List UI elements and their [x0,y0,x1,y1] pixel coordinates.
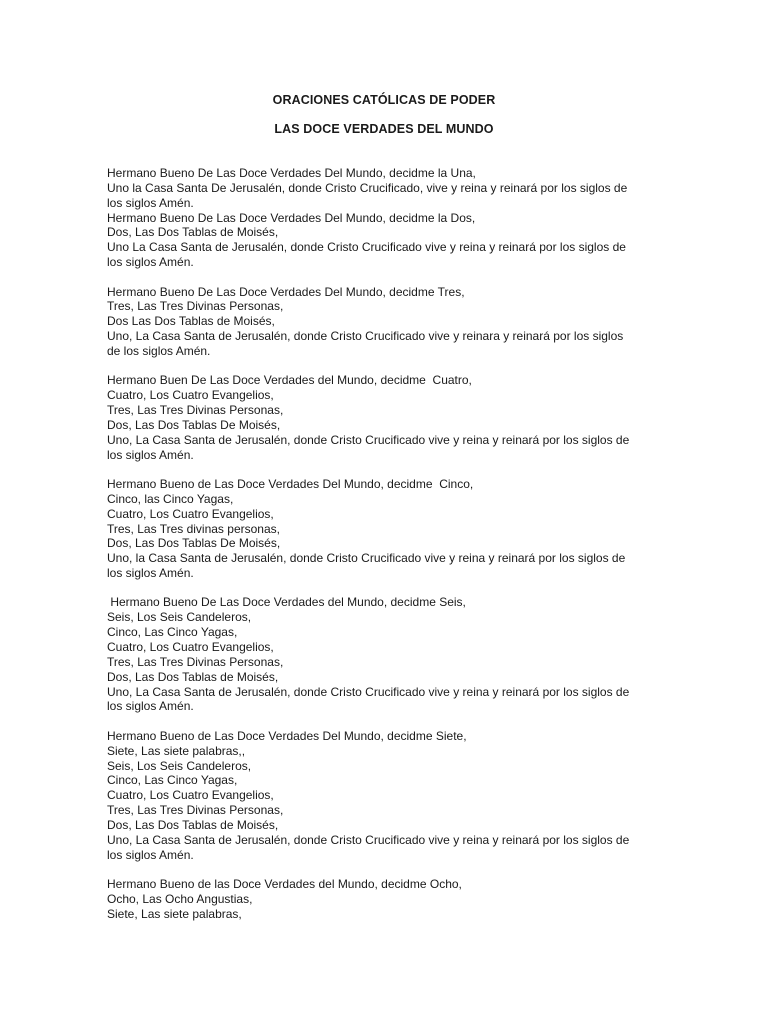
stanza [107,595,667,714]
text-line: Dos, Las Dos Tablas de Moisés, [107,225,279,240]
text-line: Hermano Bueno De Las Doce Verdades del Mundo, decidme Seis, [107,595,466,610]
text-line: Cuatro, Los Cuatro Evangelios, [107,640,274,654]
stanza [107,166,667,270]
text-line: Ocho, Las Ocho Angustias, [107,891,253,906]
text-line: Dos, Las Dos Tablas de Moisés, [107,669,279,684]
text-line: Uno, la Casa Santa de Jerusalén, donde Cristo Crucificado vive y reina y reinará por los siglos de [107,551,626,566]
text-line: los siglos Amén. [107,195,194,210]
text-line: los siglos Amén. [107,566,194,581]
text-line: Hermano Bueno De Las Doce Verdades Del Mundo, decidme Tres, [107,284,465,299]
document-title: ORACIONES CATÓLICAS DE PODER [272,93,496,107]
text-line: Dos, Las Dos Tablas De Moisés, [107,536,281,551]
stanza [107,729,667,863]
text-line: Uno, La Casa Santa de Jerusalén, donde Cristo Crucificado vive y reina y reinará por los siglos de [107,832,630,847]
text-line: Cuatro, Los Cuatro Evangelios, [107,388,274,403]
text-line: Hermano Bueno de las Doce Verdades del Mundo, decidme Ocho, [107,877,462,891]
stanza [107,877,667,922]
text-line: Seis, Los Seis Candeleros, [107,758,252,773]
document-body [107,166,667,936]
text-line: Tres, Las Tres Divinas Personas, [107,403,284,417]
document-subtitle: LAS DOCE VERDADES DEL MUNDO [274,122,494,136]
text-line: Cuatro, Los Cuatro Evangelios, [107,506,274,521]
text-line: Cinco, Las Cinco Yagas, [107,625,238,640]
text-line: Tres, Las Tres Divinas Personas, [107,803,284,818]
text-line: los siglos Amén. [107,847,194,862]
text-line: Hermano Buen De Las Doce Verdades del Mundo, decidme Cuatro, [107,373,472,388]
text-line: Siete, Las siete palabras, [107,906,242,921]
text-line: Uno, La Casa Santa de Jerusalén, donde Cristo Crucificado vive y reina y reinará por los siglos de [107,684,630,699]
stanza [107,373,667,462]
text-line: los siglos Amén. [107,255,194,270]
text-line: Uno La Casa Santa de Jerusalén, donde Cristo Crucificado vive y reina y reinará por los siglos de [107,240,626,255]
stanza [107,477,667,581]
text-line: Hermano Bueno de Las Doce Verdades Del Mundo, decidme Siete, [107,728,467,743]
text-line: Hermano Bueno de Las Doce Verdades Del Mundo, decidme Cinco, [107,476,474,491]
text-line: Siete, Las siete palabras,, [107,743,246,758]
text-line: de los siglos Amén. [107,343,211,358]
text-line: Cuatro, Los Cuatro Evangelios, [107,788,274,803]
text-line: Uno, La Casa Santa de Jerusalén, donde Cristo Crucificado vive y reinara y reinará por los siglos [107,329,624,344]
text-line: Dos Las Dos Tablas de Moisés, [107,314,275,329]
text-line: Hermano Bueno De Las Doce Verdades Del Mundo, decidme la Dos, [107,210,476,225]
text-line: Seis, Los Seis Candeleros, [107,610,252,625]
text-line: Dos, Las Dos Tablas De Moisés, [107,417,281,432]
text-line: los siglos Amén. [107,699,194,714]
text-line: los siglos Amén. [107,447,194,462]
text-line: Cinco, las Cinco Yagas, [107,491,234,506]
text-line: Tres, Las Tres divinas personas, [107,521,280,536]
text-line: Tres, Las Tres Divinas Personas, [107,654,284,669]
text-line: Cinco, Las Cinco Yagas, [107,773,238,788]
text-line: Uno, La Casa Santa de Jerusalén, donde Cristo Crucificado vive y reina y reinará por los siglos de [107,432,630,447]
text-line: Hermano Bueno De Las Doce Verdades Del Mundo, decidme la Una, [107,166,476,180]
text-line: Tres, Las Tres Divinas Personas, [107,299,284,314]
text-line: Dos, Las Dos Tablas de Moisés, [107,817,279,832]
stanza [107,285,667,359]
text-line: Uno la Casa Santa De Jerusalén, donde Cristo Crucificado, vive y reina y reinará por los siglos de [107,180,628,195]
